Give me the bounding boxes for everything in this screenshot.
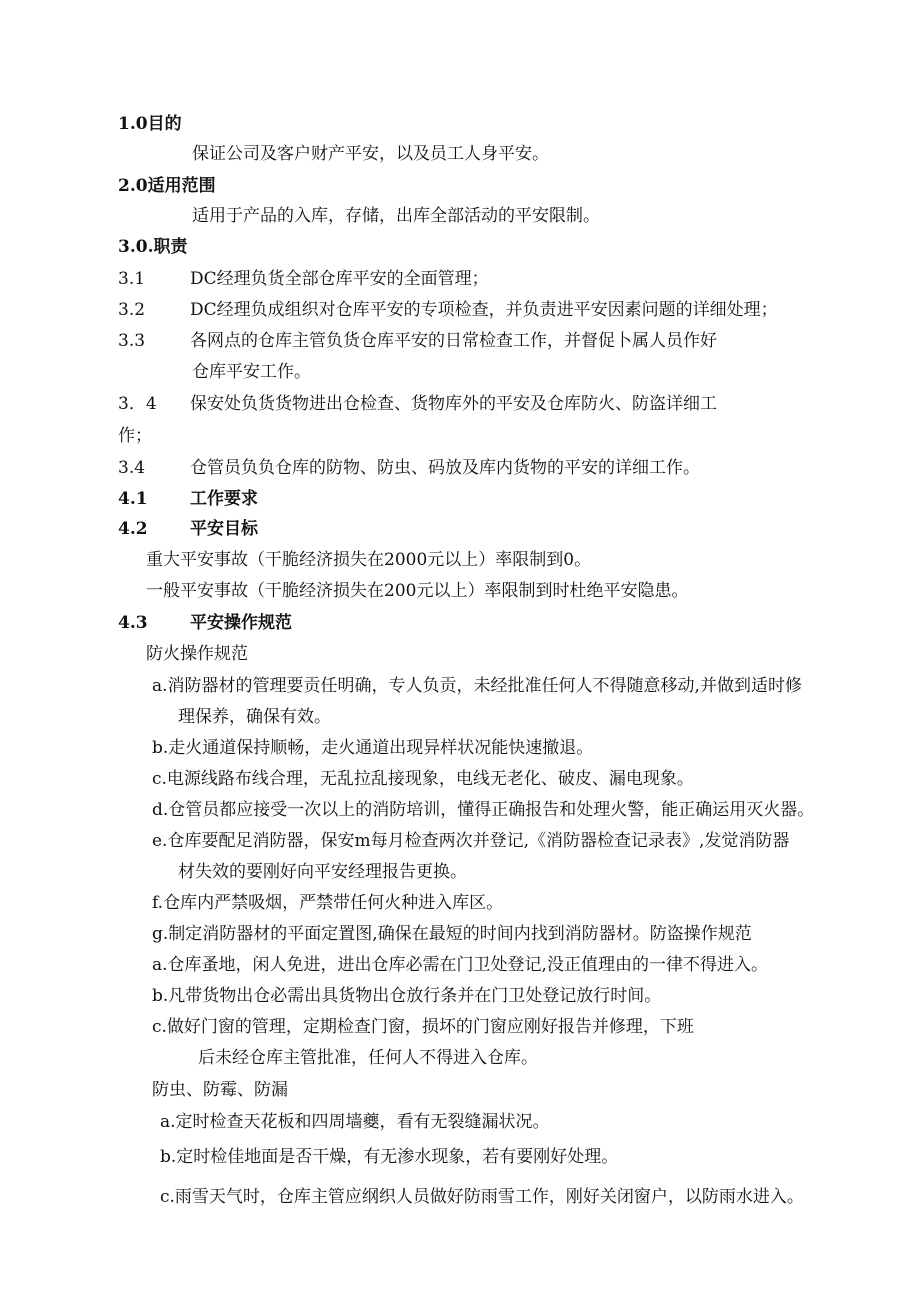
pest-item-a: a.定时检查天花板和四周墙夔，看有无裂缝漏状况。 — [160, 1112, 550, 1132]
fire-item-g: g.制定消防器材的平面定置图,确保在最短的时间内找到消防器材。防盗操作规范 — [152, 924, 752, 944]
fire-item-e-continuation: 材失效的要刚好向平安经理报告更换。 — [178, 862, 467, 882]
duty-item-text: 各网点的仓库主管负货仓库平安的日常检查工作，并督促卜属人员作好 — [190, 331, 717, 351]
section-4-3-title: 平安操作规范 — [190, 613, 292, 633]
duty-item — [118, 330, 717, 352]
section-4-2-heading — [118, 518, 258, 540]
pest-item-c: c.雨雪天气时，仓库主管应纲织人员做好防雨雪工作，刚好关闭窗户，以防雨水进入。 — [160, 1187, 804, 1207]
section-2-heading — [118, 175, 216, 197]
section-4-1-heading — [118, 488, 258, 510]
section-4-1-title: 工作要求 — [190, 489, 258, 509]
duty-item-number: 3.3 — [118, 331, 146, 351]
duty-item-number: 3.1 — [118, 269, 146, 289]
section-3-number: 3.0. — [118, 237, 154, 257]
fire-item-f: f.仓库内严禁吸烟，严禁带任何火种进入库区。 — [152, 893, 504, 913]
duty-item-continuation: 仓库平安工作。 — [192, 362, 311, 382]
pest-item-b: b.定时检佳地面是否干燥，有无渗水现象，若有要刚好处理。 — [160, 1147, 619, 1167]
section-4-3-heading — [118, 612, 292, 634]
safety-target-line: 重大平安事故（干脆经济损失在2000元以上）率限制到0。 — [146, 550, 592, 570]
section-1-title: 目的 — [147, 114, 182, 134]
safety-target-line: 一般平安事故（干脆经济损失在200元以上）率限制到时杜绝平安隐患。 — [146, 581, 689, 601]
section-3-heading — [118, 236, 188, 258]
duty-item-number: 3.2 — [118, 300, 146, 320]
duty-item-number: 3．4 — [118, 394, 157, 414]
fire-item-b: b.走火通道保持顺畅，走火通道出现异样状况能快速撤退。 — [152, 738, 594, 758]
section-2-text: 适用于产品的入库，存储，出库全部活动的平安限制。 — [192, 206, 600, 226]
duty-item-text: 保安处负货货物进出仓检查、货物库外的平安及仓库防火、防盗详细工 — [190, 394, 717, 414]
section-4-1-number: 4.1 — [118, 489, 148, 509]
theft-item-a: a.仓库蚤地，闲人免进，进出仓库必需在门卫处登记,没正值理由的一律不得进入。 — [152, 955, 768, 975]
duty-item — [118, 299, 778, 321]
fire-item-a: a.消防器材的管理要贡任明确，专人负贡，未经批准任何人不得随意移动,并做到适时修 — [152, 676, 802, 696]
fire-item-d: d.仓管员都应接受一次以上的消防培训，懂得正确报告和处理火警，能正确运用灭火器。 — [152, 800, 815, 820]
theft-item-c: c.做好门窗的管理，定期检查门窗，损坏的门窗应刚好报告并修理，下班 — [152, 1017, 694, 1037]
section-1-number: 1.0 — [118, 114, 148, 134]
section-3-title: 职责 — [153, 237, 188, 257]
section-4-2-title: 平安目标 — [190, 519, 258, 539]
duty-item-text: DC经理负货全部仓库平安的全面管理； — [190, 269, 489, 289]
fire-heading: 防火操作规范 — [146, 644, 248, 664]
theft-item-b: b.凡带货物出仓必需出具货物出仓放行条并在门卫处登记放行时间。 — [152, 986, 662, 1006]
duty-item-number: 3.4 — [118, 458, 146, 478]
section-2-number: 2.0 — [118, 176, 148, 196]
fire-item-e: e.仓库要配足消防器，保安m每月检查两次并登记,《消防器检查记录表》,发觉消防器 — [152, 831, 790, 851]
pest-heading: 防虫、防霉、防漏 — [152, 1080, 288, 1100]
duty-item-text: DC经理负成组织对仓库平安的专项检查，并负责进平安因素问题的详细处理； — [190, 300, 778, 320]
section-2-title: 适用范围 — [147, 176, 216, 196]
theft-item-c-continuation: 后未经仓库主管批准，任何人不得进入仓库。 — [198, 1048, 538, 1068]
duty-item — [118, 393, 717, 415]
fire-item-c: c.电源线路布线合理，无乱拉乱接现象，电线无老化、破皮、漏电现象。 — [152, 769, 694, 789]
section-1-heading — [118, 113, 182, 135]
duty-item-text: 仓管员负负仓库的防物、防虫、码放及库内货物的平安的详细工作。 — [190, 458, 700, 478]
section-4-3-number: 4.3 — [118, 613, 148, 633]
section-1-text: 保证公司及客户财产平安，以及员工人身平安。 — [192, 144, 549, 164]
duty-item — [118, 457, 700, 479]
duty-item — [118, 268, 489, 290]
section-4-2-number: 4.2 — [118, 519, 148, 539]
fire-item-a-continuation: 理保养，确保有效。 — [178, 707, 331, 727]
duty-item-continuation: 作； — [118, 426, 152, 446]
